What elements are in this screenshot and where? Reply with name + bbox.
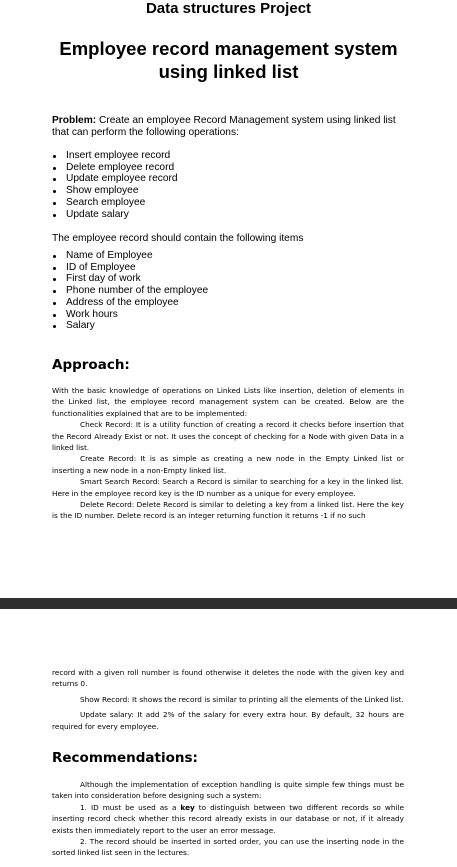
smart-search-paragraph: Smart Search Record: Search a Record is similar to searching for a key in the linked list. Here in the employee record key is the ID number as a unique for every employee.	[52, 477, 404, 498]
list-item: Insert employee record	[50, 150, 178, 162]
approach-body	[52, 385, 404, 522]
delete-record-paragraph: Delete Record: Delete Record is similar to deleting a key from a linked list. Here the key is the ID number. Delete record is an integer returning function it returns -1 if no such	[52, 500, 404, 521]
rec1-suffix: to distinguish between two different records so while inserting record check whether this record already exists in our database or not, if it already exists then immediately report to the user an error message.	[52, 802, 405, 835]
list-item: Show employee	[50, 185, 178, 197]
check-record-paragraph: Check Record: It is a utility function of creating a record it checks before insertion that the Record Already Exist or not. It uses the concept of checking for a Node with given Data in a linked list.	[52, 420, 404, 453]
page-divider	[0, 598, 457, 609]
document-title: Data structures Project	[145, 0, 312, 17]
recommendation-2: 2. The record should be inserted in sorted order, you can use the inserting node in the sorted linked list seen in the lectures.	[52, 837, 404, 858]
recommendation-1	[52, 802, 404, 836]
list-item: Phone number of the employee	[50, 285, 208, 297]
problem-label: Problem:	[52, 115, 97, 126]
list-item: Search employee	[50, 197, 178, 209]
recommendations-body	[52, 779, 404, 859]
document-page-2	[0, 609, 457, 867]
list-item: Work hours	[50, 309, 208, 321]
approach-intro: With the basic knowledge of operations on Linked Lists like insertion, deletion of elements in the Linked list, the employee record management system can be created. Below are the functionalities explained that are to be implemented:	[52, 386, 404, 418]
list-item: Name of Employee	[50, 250, 208, 262]
rec1-key: key	[180, 802, 195, 812]
delete-record-continued: record with a given roll number is found otherwise it deletes the node with the given key and returns 0.	[52, 668, 404, 689]
problem-statement	[52, 115, 412, 138]
recommendations-heading: Recommendations:	[52, 750, 198, 766]
items-intro: The employee record should contain the following items	[52, 233, 304, 244]
create-record-paragraph: Create Record: It is as simple as creating a new node in the Empty Linked list or inserting a new node in a non-Empty linked list.	[52, 454, 404, 475]
problem-text: Create an employee Record Management system using linked list that can perform the following operations:	[52, 115, 396, 138]
recommendations-intro: Although the implementation of exception handling is quite simple few things must be taken into consideration before designing such a system:	[52, 780, 404, 801]
list-item: Update salary	[50, 209, 178, 221]
list-item: Delete employee record	[50, 162, 178, 174]
update-salary-paragraph: Update salary: It add 2% of the salary for every extra hour. By default, 32 hours are required for every employee.	[52, 710, 404, 731]
page2-body	[52, 667, 404, 732]
show-record-paragraph: Show Record: It shows the record is similar to printing all the elements of the Linked list.	[80, 694, 404, 704]
approach-heading: Approach:	[52, 357, 130, 373]
list-item: Update employee record	[50, 173, 178, 185]
list-item: Address of the employee	[50, 297, 208, 309]
project-title: Employee record management system using linked list	[59, 38, 398, 82]
list-item: ID of Employee	[50, 262, 208, 274]
record-items-list	[50, 250, 208, 332]
operations-list	[50, 150, 178, 220]
list-item: First day of work	[50, 273, 208, 285]
rec1-prefix: 1. ID must be used as a	[80, 802, 181, 812]
list-item: Salary	[50, 320, 208, 332]
